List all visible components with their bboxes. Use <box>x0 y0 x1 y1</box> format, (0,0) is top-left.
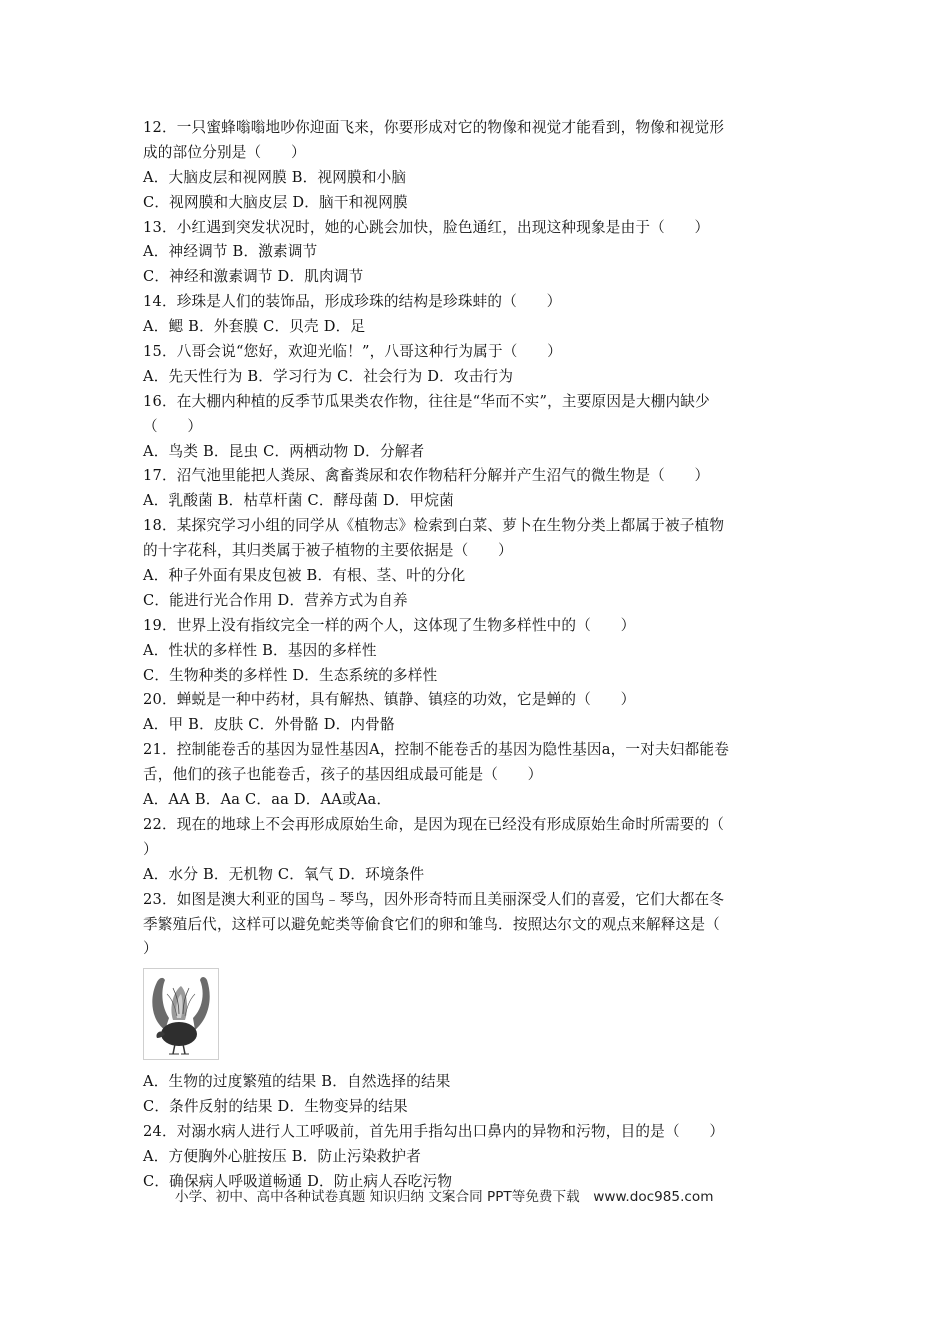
page-footer: 小学、初中、高中各种试卷真题 知识归纳 文案合同 PPT等免费下载 www.doc985.com <box>175 1189 714 1205</box>
question-stem: 19．世界上没有指纹完全一样的两个人，这体现了生物多样性中的（ ） <box>143 616 636 634</box>
answer-options: A．先天性行为 B．学习行为 C．社会行为 D．攻击行为 <box>143 367 514 385</box>
question-stem: ） <box>143 840 158 858</box>
answer-options: A．乳酸菌 B．枯草杆菌 C．酵母菌 D．甲烷菌 <box>143 492 454 510</box>
question-list <box>143 116 811 1195</box>
question-22 <box>143 813 811 888</box>
answer-options: A．种子外面有果皮包被 B．有根、茎、叶的分化 <box>143 567 466 585</box>
question-23 <box>143 888 811 1120</box>
question-stem: 14．珍珠是人们的装饰品，形成珍珠的结构是珍珠蚌的（ ） <box>143 293 562 311</box>
question-stem: 22．现在的地球上不会再形成原始生命，是因为现在已经没有形成原始生命时所需要的（ <box>143 815 725 833</box>
question-15 <box>143 340 811 390</box>
question-17 <box>143 464 811 514</box>
question-18 <box>143 514 811 614</box>
question-stem: 成的部位分别是（ ） <box>143 143 306 161</box>
question-stem: 23．如图是澳大利亚的国鸟﹣琴鸟，因外形奇特而且美丽深受人们的喜爱，它们大都在冬 <box>143 890 725 908</box>
answer-options: A．方便胸外心脏按压 B．防止污染救护者 <box>143 1147 421 1165</box>
answer-options: A．性状的多样性 B．基因的多样性 <box>143 641 377 659</box>
answer-options: C．生物种类的多样性 D．生态系统的多样性 <box>143 666 438 684</box>
answer-options: A．鳃 B．外套膜 C．贝壳 D．足 <box>143 318 366 336</box>
answer-options: A．神经调节 B．激素调节 <box>143 243 318 261</box>
answer-options: A．甲 B．皮肤 C．外骨骼 D．内骨骼 <box>143 716 395 734</box>
question-stem: （ ） <box>143 417 203 435</box>
question-stem: ） <box>143 940 158 958</box>
answer-options: C．神经和激素调节 D．肌肉调节 <box>143 268 364 286</box>
answer-options: A．AA B．Aa C．aa D．AA或Aa． <box>143 791 392 809</box>
answer-options: C．条件反射的结果 D．生物变异的结果 <box>143 1098 408 1116</box>
question-16 <box>143 390 811 465</box>
question-stem: 的十字花科，其归类属于被子植物的主要依据是（ ） <box>143 542 513 560</box>
answer-options: C．能进行光合作用 D．营养方式为自养 <box>143 591 408 609</box>
question-stem: 13．小红遇到突发状况时，她的心跳会加快，脸色通红，出现这种现象是由于（ ） <box>143 218 710 236</box>
answer-options: A．大脑皮层和视网膜 B．视网膜和小脑 <box>143 168 407 186</box>
question-stem: 24．对溺水病人进行人工呼吸前，首先用手指勾出口鼻内的异物和污物，目的是（ ） <box>143 1123 725 1141</box>
question-stem: 17．沼气池里能把人粪尿、禽畜粪尿和农作物秸秆分解并产生沼气的微生物是（ ） <box>143 467 710 485</box>
question-24 <box>143 1120 811 1195</box>
lyrebird-illustration <box>143 968 219 1060</box>
question-20 <box>143 688 811 738</box>
question-stem: 季繁殖后代，这样可以避免蛇类等偷食它们的卵和雏鸟．按照达尔文的观点来解释这是（ <box>143 915 720 933</box>
question-stem: 20．蝉蜕是一种中药材，具有解热、镇静、镇痉的功效，它是蝉的（ ） <box>143 691 636 709</box>
question-stem: 18．某探究学习小组的同学从《植物志》检索到白菜、萝卜在生物分类上都属于被子植物 <box>143 517 725 535</box>
question-12 <box>143 116 811 216</box>
answer-options: C．视网膜和大脑皮层 D．脑干和视网膜 <box>143 193 408 211</box>
question-stem: 16．在大棚内种植的反季节瓜果类农作物，往往是“华而不实”，主要原因是大棚内缺少 <box>143 392 710 410</box>
answer-options: A．生物的过度繁殖的结果 B．自然选择的结果 <box>143 1073 451 1091</box>
question-stem: 舌，他们的孩子也能卷舌，孩子的基因组成最可能是（ ） <box>143 766 543 784</box>
answer-options: C．确保病人呼吸道畅通 D．防止病人吞吃污物 <box>143 1172 453 1190</box>
question-13 <box>143 216 811 291</box>
question-21 <box>143 738 811 813</box>
question-stem: 21．控制能卷舌的基因为显性基因A，控制不能卷舌的基因为隐性基因a，一对夫妇都能卷 <box>143 741 729 759</box>
question-stem: 12．一只蜜蜂嗡嗡地吵你迎面飞来，你要形成对它的物像和视觉才能看到，物像和视觉形 <box>143 119 725 136</box>
question-19 <box>143 614 811 689</box>
question-14 <box>143 290 811 340</box>
question-stem: 15．八哥会说“您好，欢迎光临！”，八哥这种行为属于（ ） <box>143 343 562 361</box>
answer-options: A．鸟类 B．昆虫 C．两栖动物 D．分解者 <box>143 442 425 460</box>
answer-options: A．水分 B．无机物 C．氧气 D．环境条件 <box>143 865 425 883</box>
